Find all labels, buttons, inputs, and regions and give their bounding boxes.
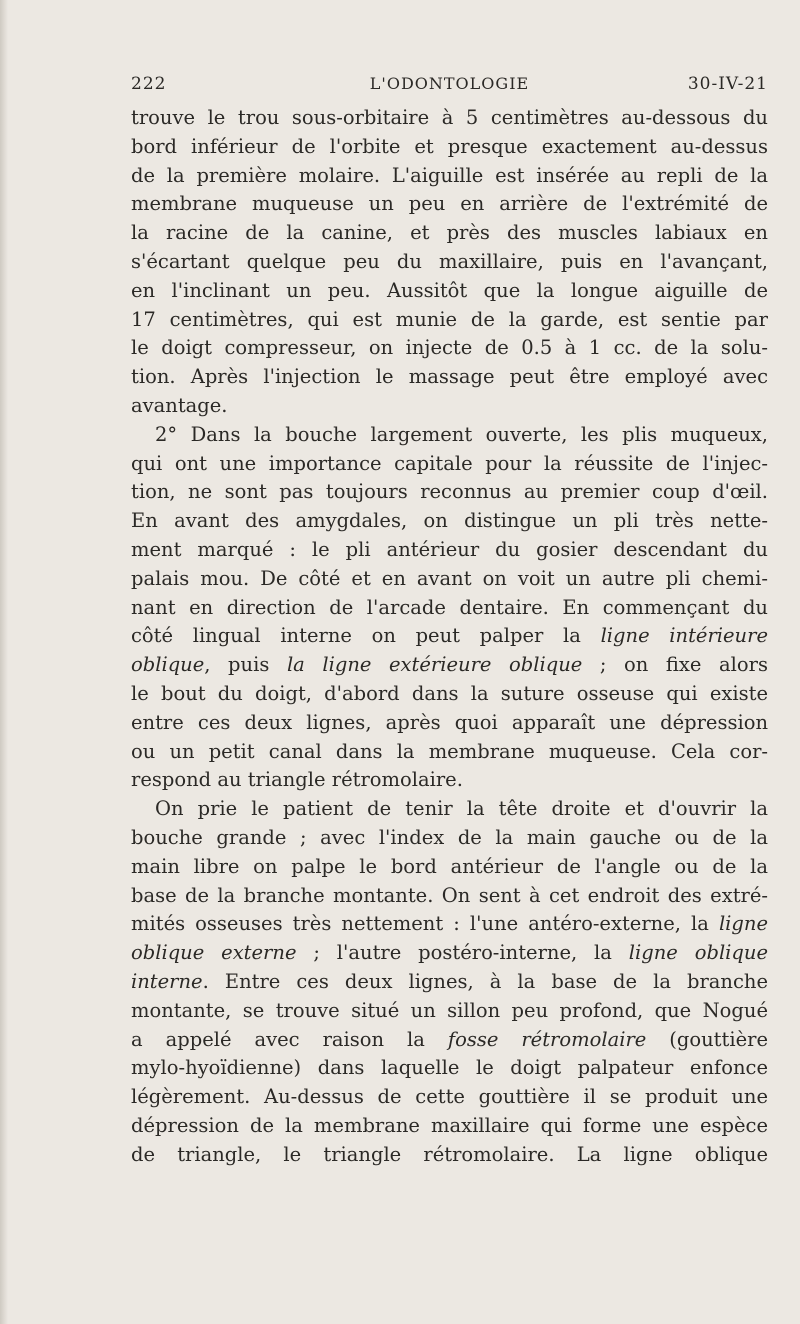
- text-line: interne. Entre ces deux lignes, à la base de la branche: [131, 969, 768, 993]
- text-line: membrane muqueuse un peu en arrière de l'extrémité de: [131, 192, 768, 216]
- text-line: en l'inclinant un peu. Aussitôt que la longue aiguille de: [131, 278, 768, 302]
- text-line: nant en direction de l'arcade dentaire. En commençant du: [131, 595, 768, 619]
- text-line: ou un petit canal dans la membrane muqueuse. Cela cor-: [131, 739, 768, 763]
- text-line: mités osseuses très nettement : l'une antéro-externe, la ligne: [131, 912, 768, 936]
- issue-date: 30-IV-21: [687, 74, 768, 94]
- text-line: oblique, puis la ligne extérieure oblique ; on fixe alors: [131, 653, 768, 677]
- text-line: de triangle, le triangle rétromolaire. La ligne oblique: [131, 1142, 768, 1166]
- text-line: de la première molaire. L'aiguille est insérée au repli de la: [131, 163, 768, 187]
- text-line: légèrement. Au-dessus de cette gouttière il se produit une: [131, 1085, 768, 1109]
- text-line: côté lingual interne on peut palper la ligne intérieure: [131, 624, 768, 648]
- text-line: En avant des amygdales, on distingue un pli très nette-: [131, 509, 768, 533]
- text-line: base de la branche montante. On sent à cet endroit des extré-: [131, 883, 768, 907]
- text-line: trouve le trou sous-orbitaire à 5 centimètres au-dessous du: [131, 106, 768, 129]
- text-line: s'écartant quelque peu du maxillaire, puis en l'avançant,: [131, 249, 768, 273]
- body-text: [131, 104, 768, 1169]
- text-line: bord inférieur de l'orbite et presque exactement au-dessus: [131, 134, 768, 158]
- text-line: 2° Dans la bouche largement ouverte, les plis muqueux,: [155, 422, 768, 446]
- text-line: ment marqué : le pli antérieur du gosier descendant du: [131, 537, 768, 561]
- text-line: 17 centimètres, qui est munie de la garde, est sentie par: [131, 307, 768, 331]
- text-line: respond au triangle rétromolaire.: [131, 768, 463, 792]
- text-line: tion, ne sont pas toujours reconnus au premier coup d'œil.: [131, 480, 768, 504]
- text-line: bouche grande ; avec l'index de la main gauche ou de la: [131, 825, 768, 849]
- text-line: le doigt compresseur, on injecte de 0.5 à 1 cc. de la solu-: [131, 336, 768, 360]
- page-number: 222: [131, 74, 167, 94]
- text-line: dépression de la membrane maxillaire qui forme une espèce: [131, 1113, 768, 1137]
- text-line: la racine de la canine, et près des muscles labiaux en: [131, 221, 768, 245]
- text-line: montante, se trouve situé un sillon peu profond, que Nogué: [131, 998, 768, 1022]
- text-line: a appelé avec raison la fosse rétromolaire (gouttière: [131, 1027, 768, 1051]
- text-line: mylo-hyoïdienne) dans laquelle le doigt palpateur enfonce: [131, 1056, 768, 1080]
- text-line: oblique externe ; l'autre postéro-interne, la ligne oblique: [131, 941, 768, 965]
- page-edge-shadow: [0, 0, 8, 1324]
- text-line: avantage.: [131, 393, 228, 417]
- text-line: palais mou. De côté et en avant on voit un autre pli chemi-: [131, 566, 768, 590]
- text-line: tion. Après l'injection le massage peut être employé avec: [131, 365, 768, 389]
- text-line: entre ces deux lignes, après quoi apparaît une dépression: [131, 710, 768, 734]
- journal-title: L'ODONTOLOGIE: [369, 74, 530, 93]
- text-line: On prie le patient de tenir la tête droite et d'ouvrir la: [155, 797, 768, 821]
- text-line: qui ont une importance capitale pour la réussite de l'injec-: [131, 451, 768, 475]
- text-line: le bout du doigt, d'abord dans la suture osseuse qui existe: [131, 681, 768, 705]
- text-line: main libre on palpe le bord antérieur de l'angle ou de la: [131, 854, 768, 878]
- running-header: [131, 74, 768, 98]
